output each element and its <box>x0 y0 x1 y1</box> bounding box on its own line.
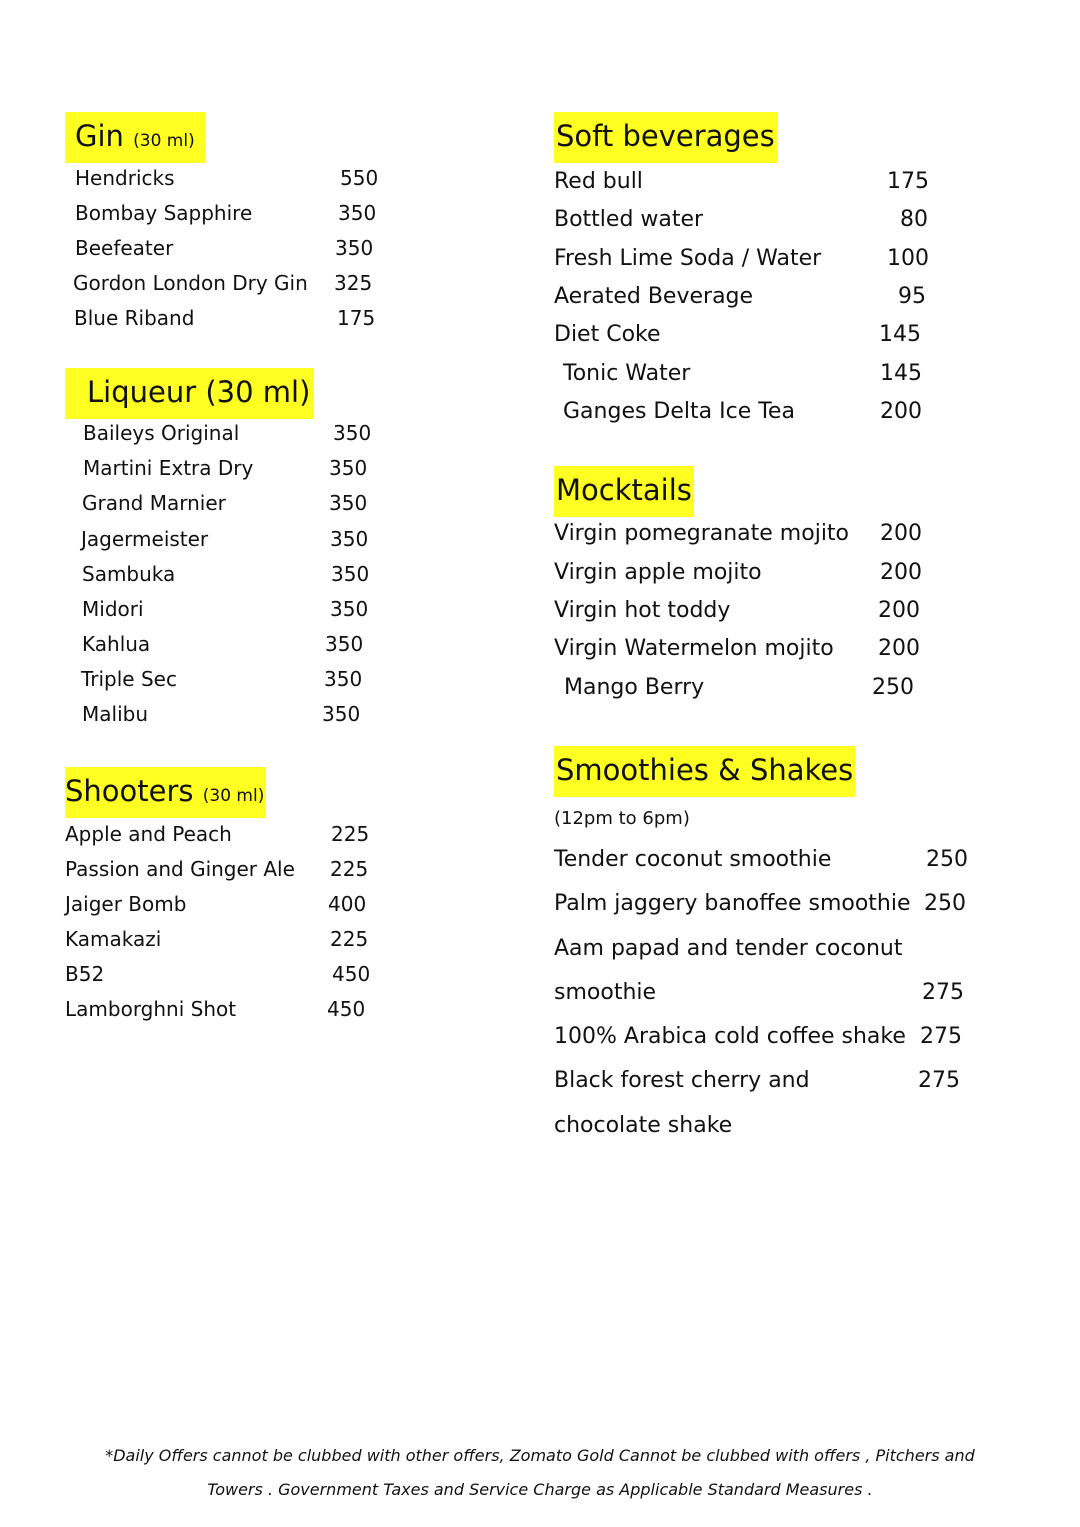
liqueur-heading <box>65 368 314 419</box>
shooters-heading <box>65 767 266 818</box>
shooters-item-name: Lamborghni Shot <box>65 997 237 1021</box>
smoothies-item-price: 275 <box>922 980 964 1005</box>
smoothies-item-name: Black forest cherry and <box>554 1068 810 1093</box>
soft-item-name: Bottled water <box>554 207 704 232</box>
shooters-subtitle: (30 ml) <box>202 786 265 806</box>
gin-title: Gin <box>75 119 124 153</box>
smoothies-item-price: 250 <box>926 847 968 872</box>
gin-item-name: Blue Riband <box>74 306 195 330</box>
soft-item-price: 145 <box>879 322 921 347</box>
gin-item-price: 350 <box>338 201 377 225</box>
gin-heading <box>65 112 205 163</box>
shooters-item-price: 450 <box>332 962 371 986</box>
smoothies-hours-note: (12pm to 6pm) <box>554 808 690 829</box>
liqueur-item-name: Sambuka <box>82 562 176 586</box>
shooters-item-price: 225 <box>330 857 369 881</box>
mocktails-item-price: 200 <box>878 636 920 661</box>
smoothies-item-name: Tender coconut smoothie <box>554 847 832 872</box>
soft-item-name: Ganges Delta Ice Tea <box>563 399 795 424</box>
soft-title: Soft beverages <box>554 112 777 163</box>
liqueur-item-name: Kahlua <box>82 632 151 656</box>
mocktails-item-price: 200 <box>878 598 920 623</box>
smoothies-item-name: 100% Arabica cold coffee shake <box>554 1024 906 1049</box>
liqueur-item-name: Midori <box>82 597 144 621</box>
soft-item-price: 95 <box>898 284 926 309</box>
mocktails-item-name: Virgin hot toddy <box>554 598 731 623</box>
gin-item-price: 350 <box>335 236 374 260</box>
smoothies-title: Smoothies & Shakes <box>554 746 855 797</box>
footer-disclaimer-line1: *Daily Offers cannot be clubbed with other offers, Zomato Gold Cannot be clubbed with offers , Pitchers and <box>105 1446 975 1465</box>
soft-item-price: 175 <box>887 169 929 194</box>
smoothies-item-price: 250 <box>924 891 966 916</box>
liqueur-item-price: 350 <box>329 491 368 515</box>
soft-item-name: Aerated Beverage <box>554 284 754 309</box>
gin-item-price: 325 <box>334 271 373 295</box>
smoothies-item-name: Palm jaggery banoffee smoothie <box>554 891 911 916</box>
smoothies-item-name: chocolate shake <box>554 1113 733 1138</box>
mocktails-item-name: Virgin pomegranate mojito <box>554 521 850 546</box>
liqueur-item-name: Triple Sec <box>81 667 177 691</box>
liqueur-item-name: Jagermeister <box>81 527 209 551</box>
mocktails-item-name: Mango Berry <box>564 675 705 700</box>
smoothies-item-price: 275 <box>918 1068 960 1093</box>
gin-item-name: Beefeater <box>75 236 174 260</box>
soft-item-name: Fresh Lime Soda / Water <box>554 246 822 271</box>
footer-disclaimer-line2: Towers . Government Taxes and Service Charge as Applicable Standard Measures . <box>207 1480 873 1499</box>
gin-item-name: Gordon London Dry Gin <box>73 271 308 295</box>
shooters-item-name: B52 <box>65 962 105 986</box>
liqueur-item-price: 350 <box>324 667 363 691</box>
mocktails-heading <box>554 466 694 517</box>
soft-item-name: Red bull <box>554 169 643 194</box>
shooters-item-price: 400 <box>328 892 367 916</box>
mocktails-item-price: 200 <box>880 560 922 585</box>
liqueur-title: Liqueur (30 ml) <box>65 368 314 419</box>
liqueur-item-price: 350 <box>330 527 369 551</box>
soft-item-price: 200 <box>880 399 922 424</box>
soft-item-price: 145 <box>880 361 922 386</box>
mocktails-title: Mocktails <box>554 466 694 517</box>
mocktails-item-name: Virgin Watermelon mojito <box>554 636 834 661</box>
shooters-item-price: 450 <box>327 997 366 1021</box>
smoothies-heading <box>554 746 855 797</box>
liqueur-item-name: Martini Extra Dry <box>83 456 254 480</box>
shooters-item-price: 225 <box>331 822 370 846</box>
smoothies-item-price: 275 <box>920 1024 962 1049</box>
soft-heading <box>554 112 777 163</box>
shooters-item-name: Jaiger Bomb <box>65 892 187 916</box>
soft-item-price: 80 <box>900 207 928 232</box>
soft-item-name: Tonic Water <box>563 361 691 386</box>
mocktails-item-price: 250 <box>872 675 914 700</box>
shooters-title: Shooters <box>65 774 194 808</box>
smoothies-item-name: Aam papad and tender coconut <box>554 936 903 961</box>
shooters-item-name: Kamakazi <box>65 927 162 951</box>
shooters-item-name: Passion and Ginger Ale <box>65 857 295 881</box>
gin-item-name: Hendricks <box>75 166 175 190</box>
liqueur-item-name: Malibu <box>82 702 148 726</box>
liqueur-item-price: 350 <box>329 456 368 480</box>
liqueur-item-price: 350 <box>322 702 361 726</box>
liqueur-item-price: 350 <box>331 562 370 586</box>
mocktails-item-name: Virgin apple mojito <box>554 560 762 585</box>
smoothies-item-name: smoothie <box>554 980 657 1005</box>
liqueur-item-name: Baileys Original <box>83 421 240 445</box>
liqueur-item-price: 350 <box>325 632 364 656</box>
shooters-item-name: Apple and Peach <box>65 822 232 846</box>
gin-subtitle: (30 ml) <box>133 131 195 151</box>
soft-item-name: Diet Coke <box>554 322 661 347</box>
gin-item-price: 175 <box>337 306 376 330</box>
shooters-item-price: 225 <box>330 927 369 951</box>
liqueur-item-price: 350 <box>333 421 372 445</box>
gin-item-price: 550 <box>340 166 379 190</box>
liqueur-item-price: 350 <box>330 597 369 621</box>
soft-item-price: 100 <box>887 246 929 271</box>
liqueur-item-name: Grand Marnier <box>82 491 226 515</box>
gin-item-name: Bombay Sapphire <box>75 201 253 225</box>
mocktails-item-price: 200 <box>880 521 922 546</box>
